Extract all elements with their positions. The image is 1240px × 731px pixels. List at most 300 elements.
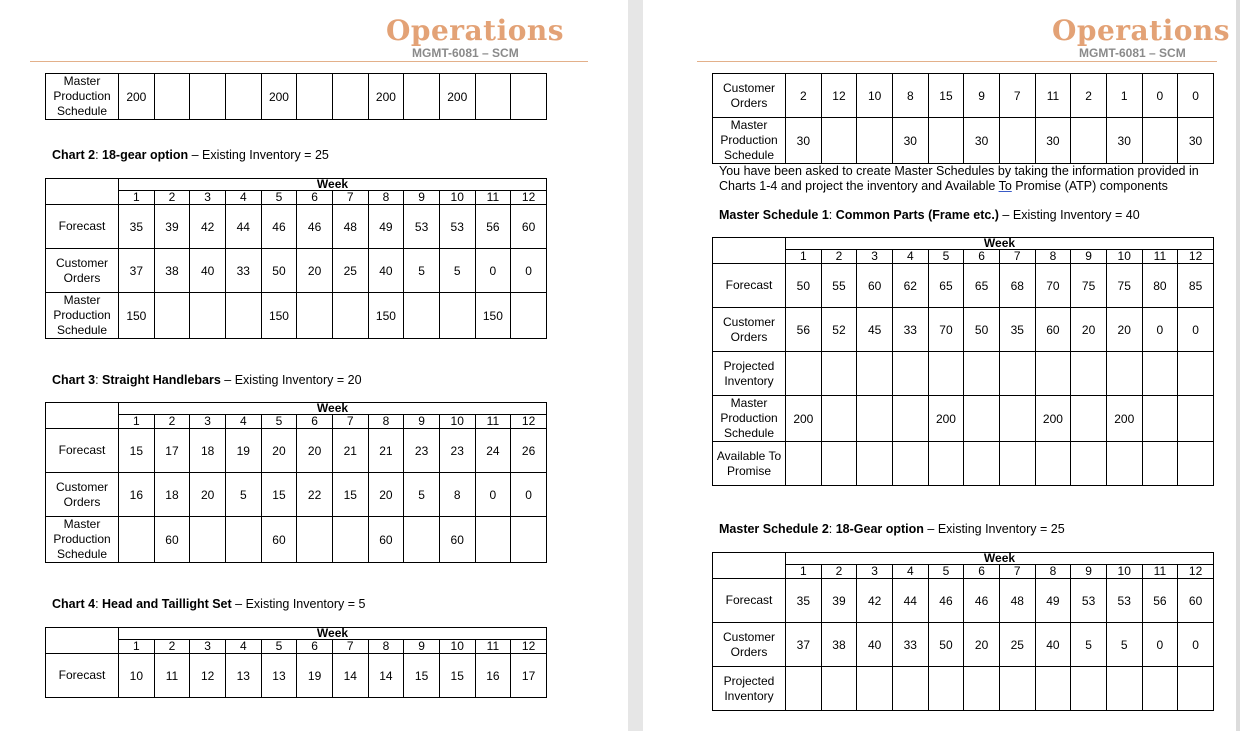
cell: 15 [928, 74, 964, 118]
orders-label: Customer Orders [713, 308, 786, 352]
cell [1106, 352, 1142, 396]
week-number: 8 [1035, 565, 1071, 579]
cell: 46 [297, 205, 333, 249]
cell: 60 [857, 264, 893, 308]
cell [297, 293, 333, 339]
caption-bold: Chart 3 [52, 373, 96, 387]
header-divider [30, 61, 588, 62]
cell: 33 [225, 249, 261, 293]
cell: 80 [1142, 264, 1178, 308]
cell: 14 [332, 654, 368, 698]
week-header-row [713, 553, 1214, 565]
caption-rest: – Existing Inventory = 25 [188, 148, 329, 162]
week-header-row [46, 179, 547, 191]
cell [1142, 667, 1178, 711]
week-number: 11 [475, 415, 511, 429]
cell: 150 [119, 293, 155, 339]
cell: 7 [999, 74, 1035, 118]
cell [1142, 442, 1178, 486]
cell: 65 [928, 264, 964, 308]
cell: 22 [297, 473, 333, 517]
cell: 53 [1071, 579, 1107, 623]
cell: 5 [225, 473, 261, 517]
forecast-label: Forecast [46, 429, 119, 473]
mps-label: Master Production Schedule [46, 74, 119, 120]
cell [857, 118, 893, 164]
cell [475, 74, 511, 120]
week-number: 1 [119, 640, 155, 654]
cell [786, 667, 822, 711]
week-number: 5 [928, 250, 964, 264]
cell: 53 [439, 205, 475, 249]
week-number: 11 [475, 191, 511, 205]
cell: 25 [999, 623, 1035, 667]
cell [511, 517, 547, 563]
cell [892, 667, 928, 711]
cell: 26 [511, 429, 547, 473]
header-course: MGMT-6081 – SCM [412, 46, 519, 60]
cell: 0 [1142, 74, 1178, 118]
week-number: 11 [1142, 250, 1178, 264]
cell: 0 [511, 249, 547, 293]
week-number: 5 [261, 191, 297, 205]
week-header-row [713, 238, 1214, 250]
cell [1071, 667, 1107, 711]
cell [892, 442, 928, 486]
cell: 56 [475, 205, 511, 249]
caption-bold: Master Schedule 2 [719, 522, 829, 536]
week-number: 4 [892, 565, 928, 579]
week-number: 5 [261, 640, 297, 654]
week-number: 2 [821, 250, 857, 264]
cell [404, 517, 440, 563]
cell: 60 [511, 205, 547, 249]
cell: 52 [821, 308, 857, 352]
week-number: 2 [154, 640, 190, 654]
cell: 30 [1035, 118, 1071, 164]
cell: 38 [821, 623, 857, 667]
cell: 62 [892, 264, 928, 308]
forecast-label: Forecast [713, 264, 786, 308]
week-number: 4 [225, 415, 261, 429]
week-number: 6 [297, 640, 333, 654]
cell: 30 [892, 118, 928, 164]
cell [297, 74, 333, 120]
chart2-table [45, 178, 547, 339]
week-number: 4 [225, 640, 261, 654]
cell: 150 [475, 293, 511, 339]
cell: 2 [786, 74, 822, 118]
cell: 55 [821, 264, 857, 308]
orders-label: Customer Orders [713, 74, 786, 118]
cell: 33 [892, 308, 928, 352]
week-label: Week [786, 553, 1214, 565]
top-partial-table [712, 73, 1214, 164]
cell: 20 [297, 249, 333, 293]
cell: 1 [1106, 74, 1142, 118]
caption-colon: : [828, 522, 836, 536]
forecast-row [713, 264, 1214, 308]
instructions-text: Promise (ATP) components [1011, 179, 1168, 193]
projected-inventory-row [713, 667, 1214, 711]
caption-rest: – Existing Inventory = 40 [998, 208, 1140, 222]
cell: 0 [1142, 623, 1178, 667]
week-label: Week [119, 179, 547, 191]
cell: 16 [475, 654, 511, 698]
header-course: MGMT-6081 – SCM [1079, 46, 1186, 60]
week-number: 10 [1106, 250, 1142, 264]
cell: 44 [225, 205, 261, 249]
week-label: Week [119, 403, 547, 415]
cell [154, 74, 190, 120]
week-number: 6 [297, 191, 333, 205]
week-number: 4 [892, 250, 928, 264]
ms1-table [712, 237, 1214, 486]
cell: 20 [964, 623, 1000, 667]
chart2-caption [52, 148, 329, 162]
corner-cell [46, 403, 119, 429]
cell: 20 [190, 473, 226, 517]
forecast-row [46, 654, 547, 698]
cell [1071, 396, 1107, 442]
cell: 40 [857, 623, 893, 667]
caption-colon: : [828, 208, 836, 222]
cell [1106, 667, 1142, 711]
cell: 68 [999, 264, 1035, 308]
week-label: Week [119, 628, 547, 640]
orders-row [713, 623, 1214, 667]
cell: 35 [119, 205, 155, 249]
cell: 33 [892, 623, 928, 667]
cell: 14 [368, 654, 404, 698]
week-number: 1 [119, 191, 155, 205]
vertical-scrollbar[interactable] [1236, 0, 1240, 731]
cell [964, 396, 1000, 442]
week-number: 2 [154, 415, 190, 429]
week-number: 1 [119, 415, 155, 429]
cell: 30 [786, 118, 822, 164]
cell [190, 517, 226, 563]
week-number: 12 [511, 415, 547, 429]
week-number: 12 [1178, 565, 1214, 579]
cell: 60 [368, 517, 404, 563]
caption-name: 18-Gear option [835, 522, 924, 536]
cell: 49 [368, 205, 404, 249]
cell [821, 442, 857, 486]
cell: 19 [297, 654, 333, 698]
cell [1071, 442, 1107, 486]
week-number: 5 [261, 415, 297, 429]
forecast-label: Forecast [713, 579, 786, 623]
cell: 18 [190, 429, 226, 473]
cell [1142, 352, 1178, 396]
cell [821, 352, 857, 396]
cell: 150 [368, 293, 404, 339]
cell: 30 [1106, 118, 1142, 164]
cell: 56 [1142, 579, 1178, 623]
cell [999, 352, 1035, 396]
ms1-caption [719, 208, 1140, 222]
cell [1035, 442, 1071, 486]
mps-row [46, 293, 547, 339]
cell [511, 293, 547, 339]
cell [857, 396, 893, 442]
cell [1035, 352, 1071, 396]
cell [964, 442, 1000, 486]
cell: 23 [439, 429, 475, 473]
caption-rest: – Existing Inventory = 25 [923, 522, 1065, 536]
cell: 12 [821, 74, 857, 118]
cell: 5 [1106, 623, 1142, 667]
week-number: 8 [368, 640, 404, 654]
week-number: 7 [332, 415, 368, 429]
week-number: 12 [511, 640, 547, 654]
cell [404, 74, 440, 120]
cell: 60 [439, 517, 475, 563]
cell: 42 [190, 205, 226, 249]
cell: 35 [786, 579, 822, 623]
week-number: 7 [999, 250, 1035, 264]
week-numbers-row [46, 415, 547, 429]
cell: 20 [1106, 308, 1142, 352]
cell: 42 [857, 579, 893, 623]
orders-row [713, 308, 1214, 352]
mps-label: Master Production Schedule [713, 118, 786, 164]
cell [821, 118, 857, 164]
projected-inventory-label: Projected Inventory [713, 667, 786, 711]
cell [154, 293, 190, 339]
orders-label: Customer Orders [46, 473, 119, 517]
cell [999, 118, 1035, 164]
cell [786, 442, 822, 486]
week-header-row [46, 403, 547, 415]
cell: 200 [1106, 396, 1142, 442]
cell: 30 [964, 118, 1000, 164]
cell: 0 [1178, 623, 1214, 667]
cell [1178, 396, 1214, 442]
week-number: 12 [511, 191, 547, 205]
corner-cell [46, 179, 119, 205]
cell: 17 [154, 429, 190, 473]
cell: 40 [190, 249, 226, 293]
week-number: 10 [1106, 565, 1142, 579]
caption-colon: : [95, 148, 103, 162]
cell: 50 [786, 264, 822, 308]
cell [928, 667, 964, 711]
cell [511, 74, 547, 120]
caption-colon: : [95, 373, 103, 387]
orders-label: Customer Orders [713, 623, 786, 667]
week-number: 3 [190, 415, 226, 429]
chart4-table [45, 627, 547, 698]
week-number: 3 [190, 191, 226, 205]
cell: 16 [119, 473, 155, 517]
cell: 18 [154, 473, 190, 517]
cell: 37 [786, 623, 822, 667]
cell [786, 352, 822, 396]
cell [928, 442, 964, 486]
week-label: Week [786, 238, 1214, 250]
cell: 13 [261, 654, 297, 698]
cell: 17 [511, 654, 547, 698]
cell: 15 [119, 429, 155, 473]
cell [928, 352, 964, 396]
orders-row [46, 473, 547, 517]
cell: 53 [1106, 579, 1142, 623]
week-number: 8 [368, 191, 404, 205]
cell: 46 [964, 579, 1000, 623]
week-numbers-row [713, 250, 1214, 264]
caption-name: Straight Handlebars [102, 373, 221, 387]
week-number: 12 [1178, 250, 1214, 264]
cell: 46 [928, 579, 964, 623]
corner-cell [713, 238, 786, 264]
cell: 48 [999, 579, 1035, 623]
cell: 11 [154, 654, 190, 698]
cell: 5 [404, 249, 440, 293]
cell [475, 517, 511, 563]
cell [1106, 442, 1142, 486]
atp-label: Available To Promise [713, 442, 786, 486]
instructions-underlined-word: To [998, 179, 1012, 193]
cell [1178, 667, 1214, 711]
cell [190, 74, 226, 120]
cell [999, 396, 1035, 442]
cell [1142, 396, 1178, 442]
mps-row [46, 517, 547, 563]
cell: 37 [119, 249, 155, 293]
cell: 53 [404, 205, 440, 249]
week-number: 7 [332, 191, 368, 205]
instructions-paragraph [719, 164, 1229, 194]
cell: 15 [439, 654, 475, 698]
cell: 46 [261, 205, 297, 249]
cell: 0 [1142, 308, 1178, 352]
cell: 20 [261, 429, 297, 473]
cell: 0 [1178, 308, 1214, 352]
cell [892, 396, 928, 442]
cell: 60 [154, 517, 190, 563]
week-number: 11 [475, 640, 511, 654]
chart1-mps-table [45, 73, 547, 120]
week-number: 9 [1071, 250, 1107, 264]
caption-rest: – Existing Inventory = 20 [220, 373, 362, 387]
week-numbers-row [46, 640, 547, 654]
week-numbers-row [713, 565, 1214, 579]
cell: 12 [190, 654, 226, 698]
cell: 5 [439, 249, 475, 293]
cell: 39 [154, 205, 190, 249]
projected-inventory-row [713, 352, 1214, 396]
week-number: 9 [404, 640, 440, 654]
week-number: 9 [1071, 565, 1107, 579]
cell: 60 [261, 517, 297, 563]
forecast-row [46, 205, 547, 249]
cell: 200 [119, 74, 155, 120]
week-number: 5 [928, 565, 964, 579]
chart3-table [45, 402, 547, 563]
forecast-label: Forecast [46, 654, 119, 698]
week-number: 1 [786, 565, 822, 579]
cell: 70 [1035, 264, 1071, 308]
week-number: 7 [332, 640, 368, 654]
cell [964, 667, 1000, 711]
cell: 75 [1106, 264, 1142, 308]
week-number: 6 [297, 415, 333, 429]
cell: 49 [1035, 579, 1071, 623]
forecast-label: Forecast [46, 205, 119, 249]
cell: 75 [1071, 264, 1107, 308]
cell [1178, 352, 1214, 396]
cell [225, 517, 261, 563]
cell: 50 [261, 249, 297, 293]
cell: 60 [1035, 308, 1071, 352]
cell: 30 [1178, 118, 1214, 164]
cell: 0 [1178, 74, 1214, 118]
ms2-caption [719, 522, 1065, 536]
cell: 15 [261, 473, 297, 517]
cell: 15 [332, 473, 368, 517]
cell [332, 293, 368, 339]
week-number: 3 [857, 565, 893, 579]
caption-bold: Master Schedule 1 [719, 208, 829, 222]
cell: 44 [892, 579, 928, 623]
forecast-row [46, 429, 547, 473]
week-number: 9 [404, 191, 440, 205]
caption-bold: Chart 4 [52, 597, 96, 611]
cell [190, 293, 226, 339]
cell: 5 [404, 473, 440, 517]
week-number: 3 [190, 640, 226, 654]
cell: 0 [475, 249, 511, 293]
week-number: 6 [964, 565, 1000, 579]
projected-inventory-label: Projected Inventory [713, 352, 786, 396]
right-page [643, 0, 1240, 731]
cell [1178, 442, 1214, 486]
cell [821, 667, 857, 711]
cell [999, 442, 1035, 486]
cell: 40 [368, 249, 404, 293]
cell [857, 352, 893, 396]
header-title: Operations [1052, 14, 1231, 47]
instructions-text: You have been asked to create Master Schedules by taking the information provided in Charts 1-4 and project the inventory and Available [719, 164, 1199, 193]
atp-row [713, 442, 1214, 486]
cell [297, 517, 333, 563]
week-number: 10 [439, 191, 475, 205]
mps-row [713, 396, 1214, 442]
cell: 2 [1071, 74, 1107, 118]
cell: 20 [368, 473, 404, 517]
cell [119, 517, 155, 563]
header-divider [697, 61, 1217, 62]
week-number: 6 [964, 250, 1000, 264]
week-number: 11 [1142, 565, 1178, 579]
orders-row [713, 74, 1214, 118]
ms2-table [712, 552, 1214, 711]
cell: 9 [964, 74, 1000, 118]
caption-rest: – Existing Inventory = 5 [231, 597, 366, 611]
cell [964, 352, 1000, 396]
week-numbers-row [46, 191, 547, 205]
cell: 200 [1035, 396, 1071, 442]
cell: 200 [928, 396, 964, 442]
week-number: 1 [786, 250, 822, 264]
orders-label: Customer Orders [46, 249, 119, 293]
cell [1071, 118, 1107, 164]
cell [225, 74, 261, 120]
cell: 21 [332, 429, 368, 473]
cell: 50 [964, 308, 1000, 352]
